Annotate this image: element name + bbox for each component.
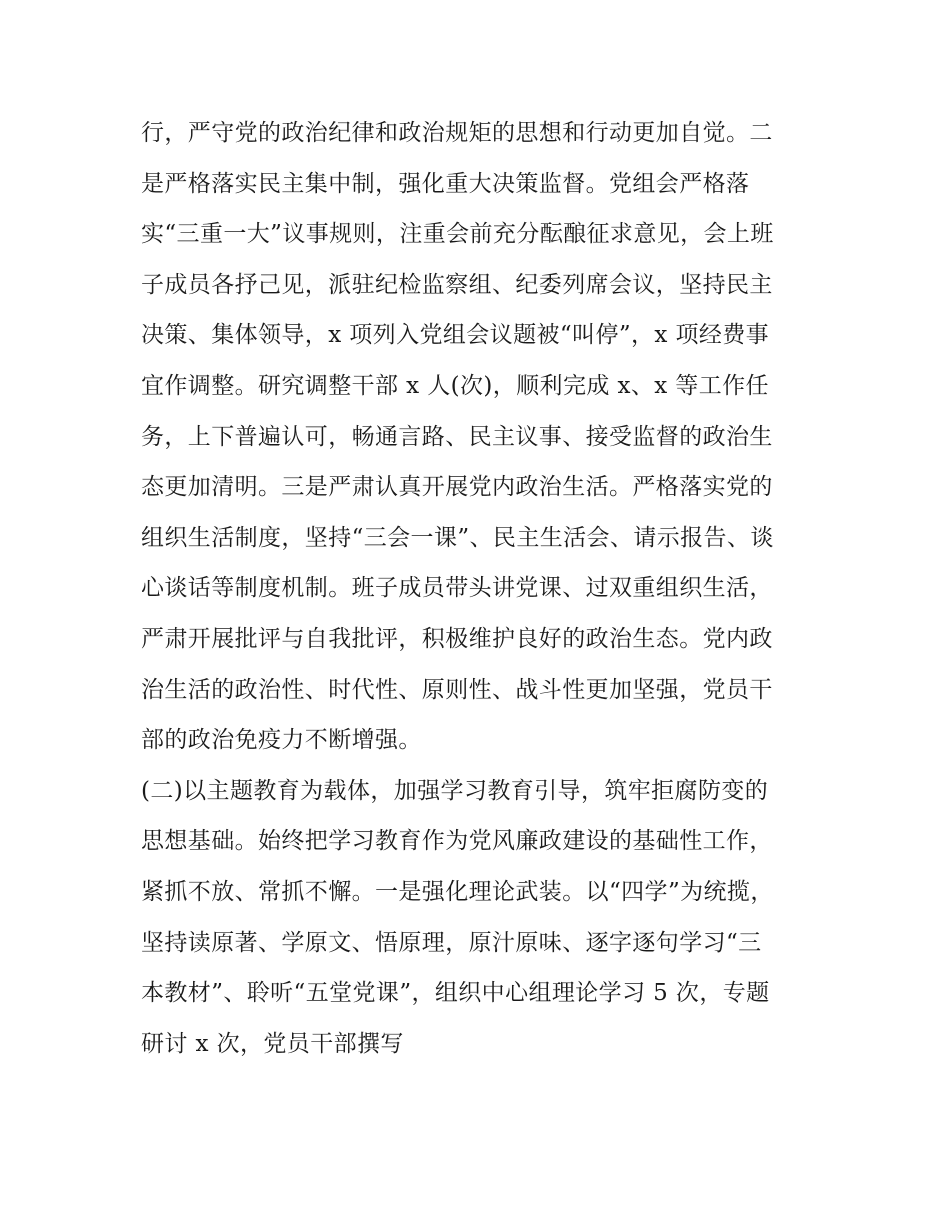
text-line: 研讨 x 次，党员干部撰写: [141, 1030, 404, 1057]
text-line: 思想基础。始终把学习教育作为党风廉政建设的基础性工作，: [141, 828, 773, 855]
text-line: 部的政治免疫力不断增强。: [141, 727, 422, 754]
text-line: 严肃开展批评与自我批评，积极维护良好的政治生态。党内政: [141, 625, 773, 652]
text-line: (二)以主题教育为载体，加强学习教育引导，筑牢拒腐防变的: [141, 777, 769, 804]
text-line: 组织生活制度，坚持“三会一课”、民主生活会、请示报告、谈: [141, 524, 774, 551]
text-line: 心谈话等制度机制。班子成员带头讲党课、过双重组织生活，: [141, 575, 773, 602]
text-line: 是严格落实民主集中制，强化重大决策监督。党组会严格落: [141, 170, 750, 197]
text-line: 本教材”、聆听“五堂党课”，组织中心组理论学习 5 次，专题: [141, 980, 770, 1007]
text-line: 实“三重一大”议事规则，注重会前充分酝酿征求意见，会上班: [141, 221, 774, 248]
text-line: 子成员各抒己见，派驻纪检监察组、纪委列席会议，坚持民主: [141, 271, 773, 298]
text-line: 坚持读原著、学原文、悟原理，原汁原味、逐字逐句学习“三: [141, 929, 762, 956]
text-line: 行，严守党的政治纪律和政治规矩的思想和行动更加自觉。二: [141, 120, 773, 146]
text-line: 紧抓不放、常抓不懈。一是强化理论武装。以“四学”为统揽，: [141, 878, 774, 905]
text-line: 务，上下普遍认可，畅通言路、民主议事、接受监督的政治生: [141, 423, 773, 450]
document-body: [141, 108, 821, 1069]
text-line: 宜作调整。研究调整干部 x 人(次)，顺利完成 x、x 等工作任: [141, 372, 769, 399]
text-line: 态更加清明。三是严肃认真开展党内政治生活。严格落实党的: [141, 474, 773, 501]
text-line: 治生活的政治性、时代性、原则性、战斗性更加坚强，党员干: [141, 676, 773, 703]
text-line: 决策、集体领导，x 项列入党组会议题被“叫停”，x 项经费事: [141, 322, 770, 349]
